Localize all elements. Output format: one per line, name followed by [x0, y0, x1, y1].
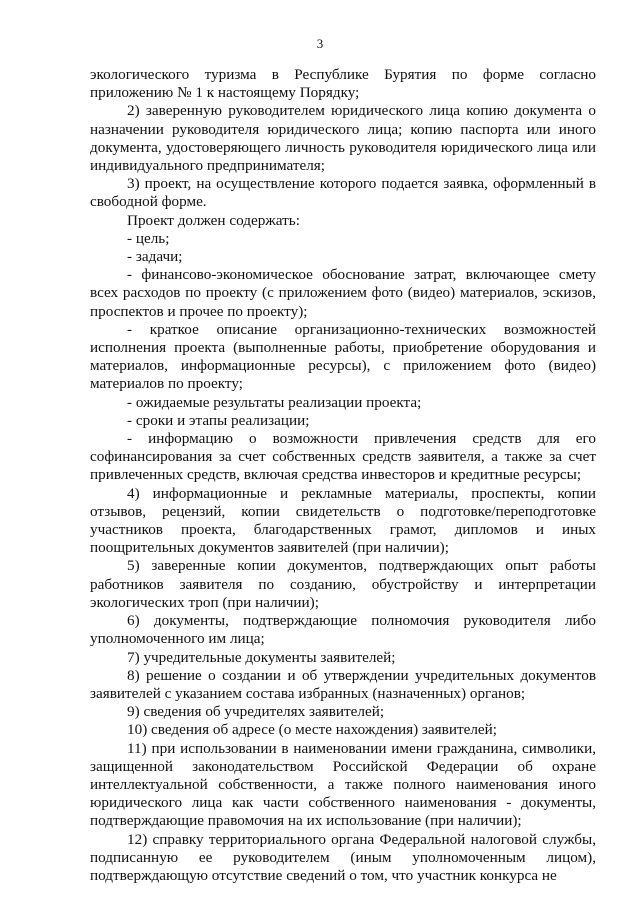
paragraph: 2) заверенную руководителем юридического лица копию документа о назначении руководителя юридического лица; копию паспорта или иного документа, удостоверяющего личность руководителя юридического лица или индивидуального предпринимателя; — [90, 102, 596, 175]
paragraph: 6) документы, подтверждающие полномочия руководителя либо уполномоченного им лица; — [90, 612, 596, 648]
paragraph: 10) сведения об адресе (о месте нахождения) заявителей; — [127, 721, 497, 739]
paragraph: - ожидаемые результаты реализации проекта; — [127, 393, 422, 411]
paragraph: - информацию о возможности привлечения средств для его софинансирования за счет собственных средств заявителя, а также за счет привлеченных средств, включая средства инвесторов и кредитные ресурсы; — [90, 430, 596, 484]
paragraph: 12) справку территориального органа Федеральной налоговой службы, подписанную ее руководителем (иным уполномоченным лицом), подтверждающую отсутствие сведений о том, что участник конкурса не — [90, 830, 596, 884]
paragraph: - задачи; — [127, 248, 183, 266]
paragraph: экологического туризма в Республике Бурятия по форме согласно приложению № 1 к настоящему Порядку; — [90, 66, 596, 102]
paragraph: - финансово-экономическое обоснование затрат, включающее смету всех расходов по проекту (с приложением фото (видео) материалов, эскизов, проспектов и прочее по проекту); — [90, 266, 596, 320]
paragraph: - краткое описание организационно-технических возможностей исполнения проекта (выполненные работы, приобретение оборудования и материалов, информационные ресурсы), с приложением фото (видео) материалов по проекту; — [90, 320, 596, 393]
paragraph: 8) решение о создании и об утверждении учредительных документов заявителей с указанием состава избранных (назначенных) органов; — [90, 666, 596, 702]
paragraph: - сроки и этапы реализации; — [127, 411, 310, 429]
paragraph: 3) проект, на осуществление которого подается заявка, оформленный в свободной форме. — [90, 175, 596, 211]
paragraph: Проект должен содержать: — [127, 211, 300, 229]
paragraph: 5) заверенные копии документов, подтверждающих опыт работы работников заявителя по созданию, обустройству и интерпретации экологических троп (при наличии); — [90, 557, 596, 611]
paragraph: 11) при использовании в наименовании имени гражданина, символики, защищенной законодательством Российской Федерации об охране интеллектуальной собственности, а также полного наименования иного юридического лица как части собственного наименования - документы, подтверждающие правомочия на их использование (при наличии); — [90, 739, 596, 830]
paragraph: 9) сведения об учредителях заявителей; — [127, 703, 385, 721]
paragraph: 7) учредительные документы заявителей; — [127, 648, 396, 666]
paragraph: 4) информационные и рекламные материалы, проспекты, копии отзывов, рецензий, копии свидетельств о подготовке/переподготовке участников проекта, благодарственных грамот, дипломов и иных поощрительных документов заявителей (при наличии); — [90, 484, 596, 557]
page-number: 3 — [316, 36, 324, 51]
document-body — [90, 66, 596, 885]
paragraph: - цель; — [127, 229, 170, 247]
